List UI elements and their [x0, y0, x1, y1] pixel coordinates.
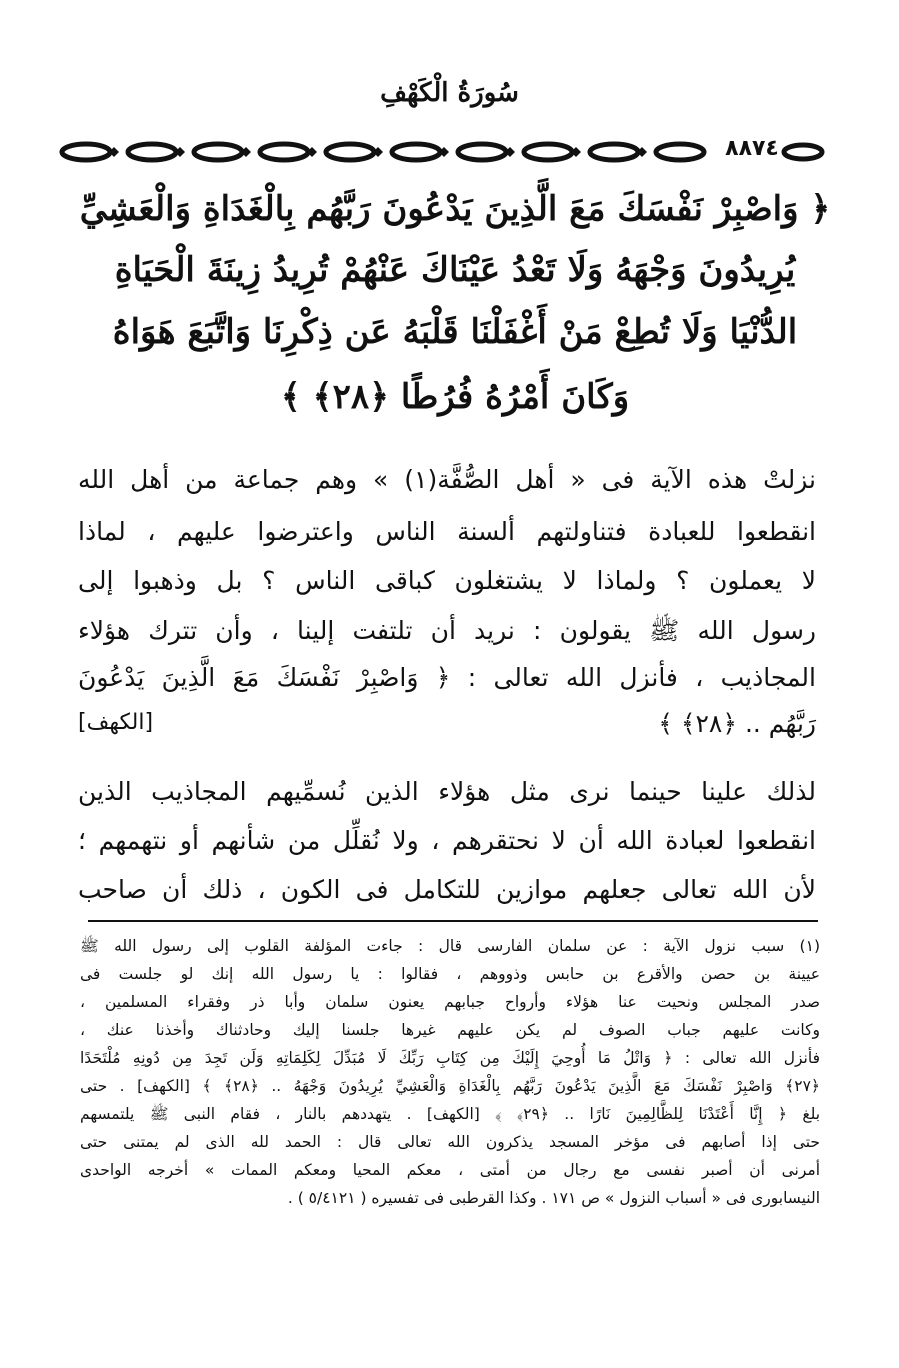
body-line: انقطعوا للعبادة فتناولتهم ألسنة الناس واعترضوا عليهم ، لماذا: [78, 517, 816, 546]
decorative-chain-end: [780, 142, 826, 162]
footnote-line: صدر المجلس ونحيت عنا هؤلاء وأرواح جبابهم يعنون سلمان وأبا ذر وفقراء المسلمين ،: [80, 993, 820, 1011]
body-line: رَبَّهُم .. ﴿٢٨﴾ ﴾: [658, 709, 816, 738]
verse-line-2: يُرِيدُونَ وَجْهَهُ وَلَا تَعْدُ عَيْنَاكَ عَنْهُمْ تُرِيدُ زِينَةَ الْحَيَاةِ: [114, 250, 796, 290]
footnote-line: بلغ ﴿ إِنَّا أَعْتَدْنَا لِلظَّالِمِينَ نَارًا .. ﴿٢٩﴾ ﴾ [الكهف] . يتهددهم بالنار ، فقام النبى ﷺ يلتمسهم: [80, 1105, 821, 1123]
verse-line-3: الدُّنْيَا وَلَا تُطِعْ مَنْ أَغْفَلْنَا قَلْبَهُ عَن ذِكْرِنَا وَاتَّبَعَ هَوَاهُ: [112, 312, 798, 352]
footnote-line: النيسابورى فى « أسباب النزول » ص ١٧١ . وكذا القرطبى فى تفسيره ( ٥/٤١٢١ ) .: [287, 1189, 820, 1207]
body-line: المجاذيب ، فأنزل الله تعالى : ﴿ وَاصْبِرْ نَفْسَكَ مَعَ الَّذِينَ يَدْعُونَ: [78, 663, 816, 692]
footnote-divider: [88, 920, 818, 922]
body-line: نزلتْ هذه الآية فى « أهل الصُّفَّة(١) » وهم جماعة من أهل الله: [78, 465, 816, 494]
page-number: ٨٨٧٤: [725, 136, 779, 161]
body-line: انقطعوا لعبادة الله أن لا نحتقرهم ، ولا نُقلِّل من شأنهم أو نتهمهم ؛: [78, 826, 816, 855]
footnote-line: (١) سبب نزول الآية : عن سلمان الفارسى قال : جاءت المؤلفة القلوب إلى رسول الله ﷺ: [80, 937, 820, 955]
body-line: لأن الله تعالى جعلهم موازين للتكامل فى الكون ، ذلك أن صاحب: [78, 875, 816, 904]
body-line: رسول الله ﷺ يقولون : نريد أن تلتفت إلينا ، وأن تترك هؤلاء: [78, 616, 816, 645]
body-line: لا يعملون ؟ ولماذا لا يشتغلون كباقى الناس ؟ بل وذهبوا إلى: [78, 566, 816, 595]
surah-reference: [الكهف]: [78, 710, 154, 735]
verse-line-4: وَكَانَ أَمْرُهُ فُرُطًا ﴿٢٨﴾ ﴾: [280, 377, 630, 417]
footnote-line: حتى إذا أصابهم فى مؤخر المسجد يذكرون الله تعالى قال : الحمد لله الذى لم يمتنى حتى: [80, 1133, 820, 1151]
surah-title: سُورَةُ الْكَهْفِ: [380, 78, 519, 108]
footnote-line: عيينة بن حصن والأقرع بن حابس وذووهم ، فقالوا : يا رسول الله إنك لو جلست فى: [80, 965, 820, 983]
footnote-line: ﴿٢٧﴾ وَاصْبِرْ نَفْسَكَ مَعَ الَّذِينَ يَدْعُونَ رَبَّهُم بِالْغَدَاةِ وَالْعَشِيِّ يُرِيدُونَ وَجْهَهُ .. ﴿٢٨﴾ ﴾ [الكهف] . حتى: [80, 1077, 820, 1095]
verse-line-1: ﴿ وَاصْبِرْ نَفْسَكَ مَعَ الَّذِينَ يَدْعُونَ رَبَّهُم بِالْغَدَاةِ وَالْعَشِيِّ: [79, 189, 831, 229]
body-line: لذلك علينا حينما نرى مثل هؤلاء الذين نُسمِّيهم المجاذيب الذين: [78, 777, 816, 806]
footnote-line: فأنزل الله تعالى : ﴿ وَاتْلُ مَا أُوحِيَ إِلَيْكَ مِن كِتَابِ رَبِّكَ لَا مُبَدِّلَ لِكَلِمَاتِهِ وَلَن تَجِدَ مِن دُونِهِ مُلْتَحَدًا: [80, 1049, 820, 1067]
decorative-chain-border: [56, 138, 716, 166]
footnote-line: أمرنى أن أصبر نفسى مع رجال من أمتى ، معكم المحيا ومعكم الممات » أخرجه الواحدى: [80, 1161, 820, 1179]
footnote-line: وكانت عليهم جباب الصوف لم يكن عليهم غيرها جلسنا إليك وحادثناك وأخذنا عنك ،: [80, 1021, 820, 1039]
